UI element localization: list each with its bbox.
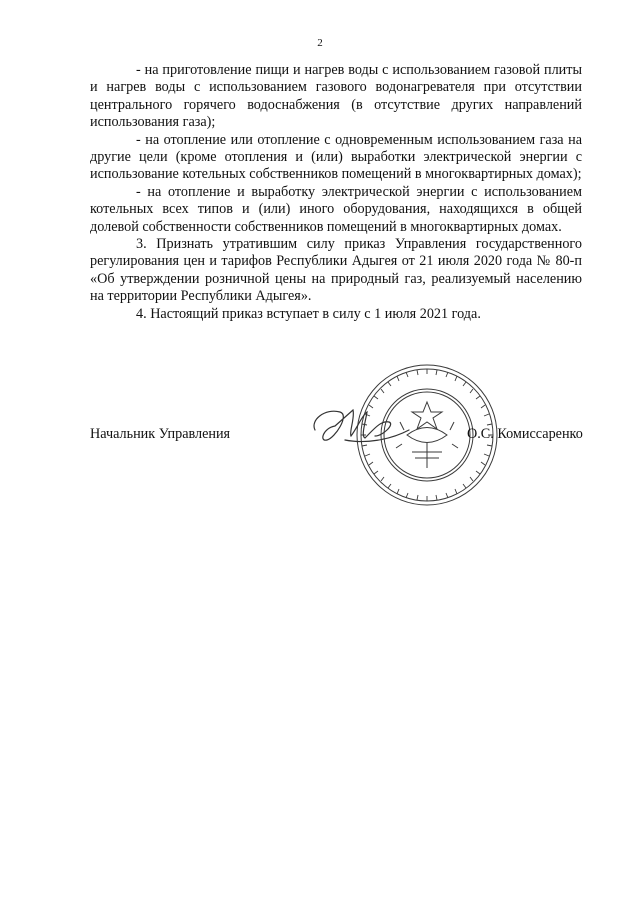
paragraph-revoke-order: 3. Признать утратившим силу приказ Управления государственного регулирования цен и тарифов Республики Адыгея от 21 июля 2020 года № 80-п «Об утверждении розничной цены на природный газ, реализуемый населению на территории Республики Адыгея». [90, 236, 582, 305]
signer-name: О.С. Комиссаренко [467, 426, 583, 442]
paragraph-gas-heating: - на отопление или отопление с одновременным использованием газа на другие цели (кроме отопления и (или) выработки электрической энергии с использование котельных собственников помещений в многоквартирных домах); [90, 131, 582, 183]
paragraph-effective-date: 4. Настоящий приказ вступает в силу с 1 июля 2021 года. [136, 305, 481, 322]
paragraph-gas-cooking: - на приготовление пищи и нагрев воды с использованием газовой плиты и нагрев воды с использованием газового водонагревателя при отсутствии центрального горячего водоснабжения (в отсутствие других направлений использования газа); [90, 62, 582, 131]
handwritten-signature-icon [305, 400, 415, 450]
page-number: 2 [317, 37, 323, 49]
paragraph-gas-electricity: - на отопление и выработку электрической энергии с использованием котельных всех типов и (или) иного оборудования, находящихся в общей долевой собственности собственников помещений в многоквартирных домах. [90, 183, 582, 235]
signer-title: Начальник Управления [90, 426, 231, 442]
